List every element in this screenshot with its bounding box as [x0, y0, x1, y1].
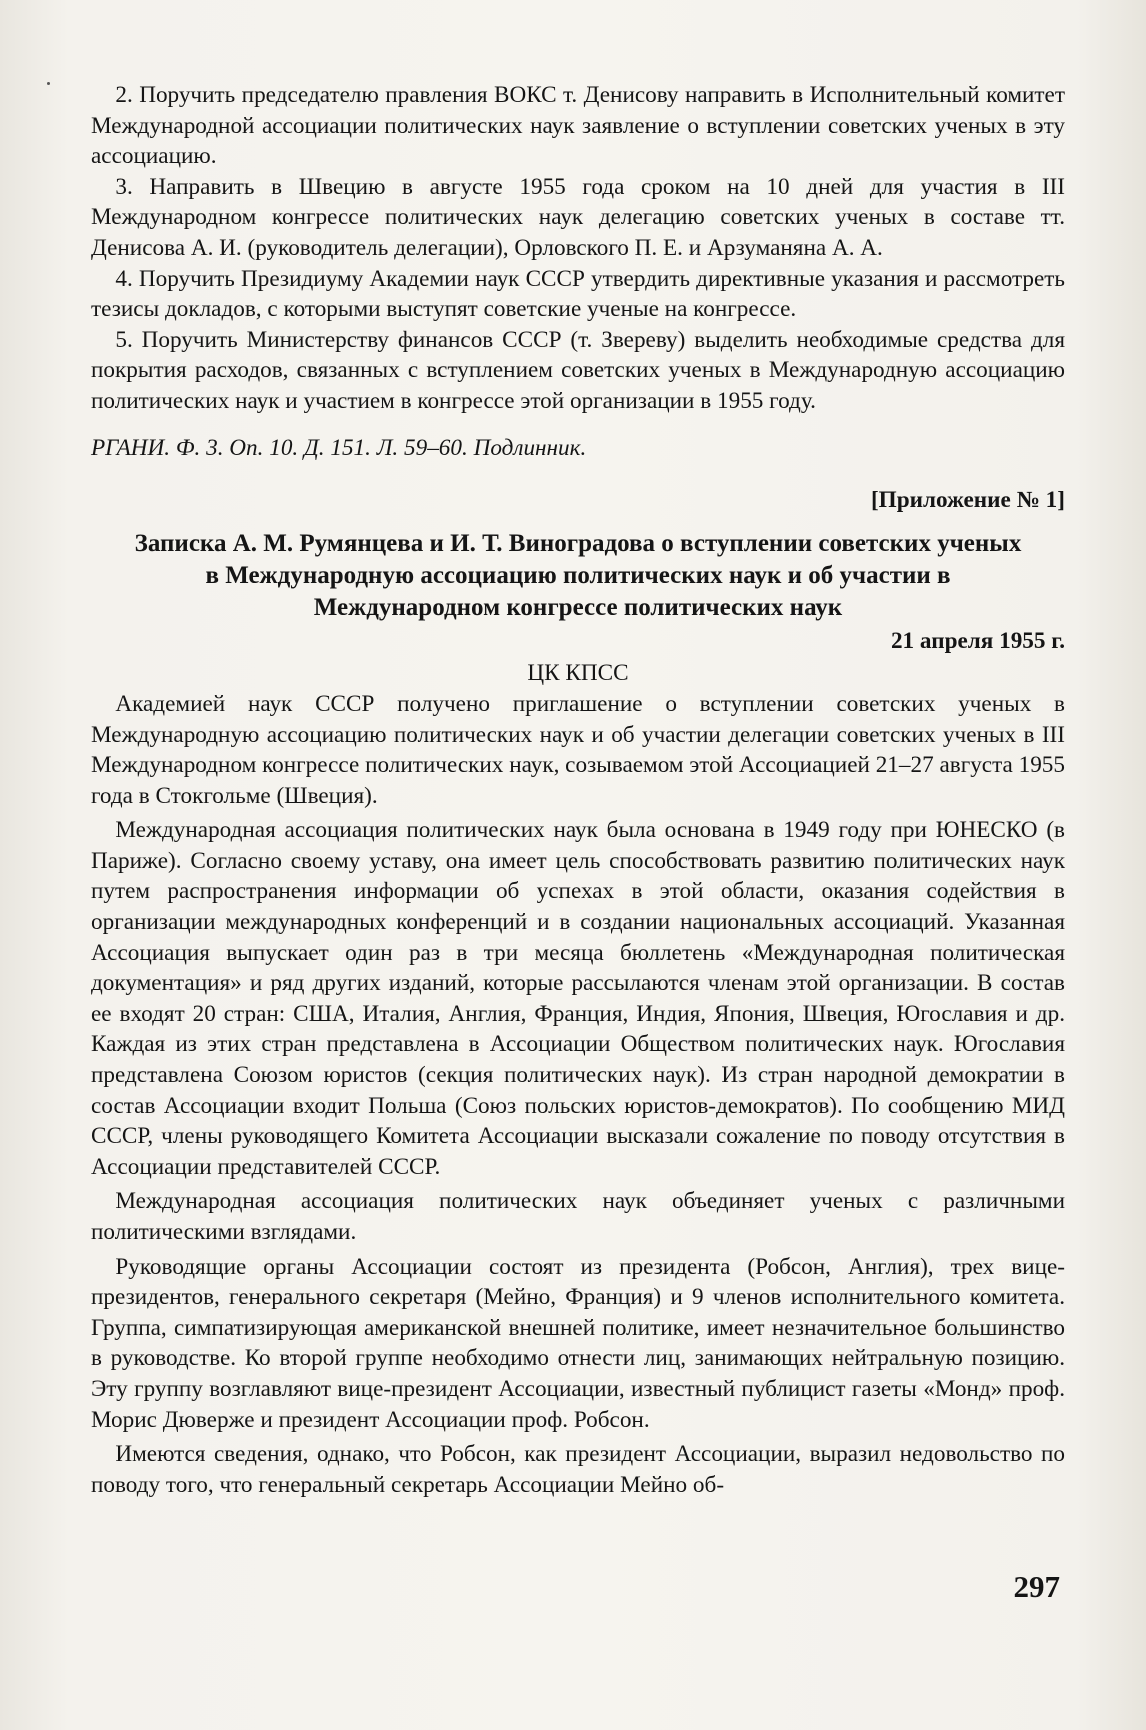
resolution-item: 2. Поручить председателю правления ВОКС т. Денисову направить в Исполнительный комитет Международной ассоциации политических наук заявление о вступлении советских ученых в эту ассоциацию.	[91, 82, 1065, 170]
archive-source: РГАНИ. Ф. 3. Оп. 10. Д. 151. Л. 59–60. Подлинник.	[91, 434, 587, 461]
body-paragraph: Международная ассоциация политических наук объединяет ученых с различными политическими взглядами.	[91, 1188, 1065, 1245]
page-number: 297	[1013, 1569, 1060, 1604]
document-title: Записка А. М. Румянцева и И. Т. Виноградова о вступлении советских ученых в Международную ассоциацию политических наук и об участии в Международном конгрессе политических наук	[134, 529, 1022, 621]
body-paragraph: Имеются сведения, однако, что Робсон, как президент Ассоциации, выразил недовольство по поводу того, что генеральный секретарь Ассоциации Мейно об-	[91, 1441, 1065, 1498]
body-paragraph: Академией наук СССР получено приглашение о вступлении советских ученых в Международную ассоциацию политических наук и об участии делегации советских ученых в III Международном конгрессе политических наук, созываемом этой Ассоциацией 21–27 августа 1955 года в Стокгольме (Швеция).	[91, 690, 1065, 809]
body-paragraph: Руководящие органы Ассоциации состоят из президента (Робсон, Англия), трех вице-президентов, генерального секретаря (Мейно, Франция) и 9 членов исполнительного комитета. Группа, симпатизирующая американской внешней политике, имеет незначительное большинство в руководстве. Ко второй группе необходимо отнести лиц, занимающих нейтральную позицию. Эту группу возглавляют вице-президент Ассоциации, известный публицист газеты «Монд» проф. Морис Дюверже и президент Ассоциации проф. Робсон.	[91, 1253, 1065, 1433]
addressee: ЦК КПСС	[527, 660, 629, 687]
appendix-label: [Приложение № 1]	[870, 487, 1065, 514]
page-content	[91, 80, 1065, 1500]
resolution-item: 3. Направить в Швецию в августе 1955 года сроком на 10 дней для участия в III Международном конгрессе политических наук делегацию советских ученых в составе тт. Денисова А. И. (руководитель делегации), Орловского П. Е. и Арзуманяна А. А.	[91, 173, 1065, 261]
resolution-item: 5. Поручить Министерству финансов СССР (т. Звереву) выделить необходимые средства для покрытия расходов, связанных с вступлением советских ученых в Международную ассоциацию политических наук и участием в конгрессе этой организации в 1955 году.	[91, 326, 1065, 414]
document-date: 21 апреля 1955 г.	[890, 627, 1065, 654]
body-paragraph: Международная ассоциация политических наук была основана в 1949 году при ЮНЕСКО (в Париже). Согласно своему уставу, она имеет цель способствовать развитию политических наук путем распространения информации об успехах в этой области, оказания содействия в организации международных конференций и в создании национальных ассоциаций. Указанная Ассоциация выпускает один раз в три месяца бюллетень «Международная политическая документация» и ряд других изданий, которые рассылаются членам этой организации. В состав ее входят 20 стран: США, Италия, Англия, Франция, Индия, Япония, Швеция, Югославия и др. Каждая из этих стран представлена в Ассоциации Обществом политических наук. Югославия представлена Союзом юристов (секция политических наук). Из стран народной демократии в состав Ассоциации входит Польша (Союз польских юристов-демократов). По сообщению МИД СССР, члены руководящего Комитета Ассоциации высказали сожаление по поводу отсутствия в Ассоциации представителей СССР.	[91, 817, 1065, 1180]
scan-speck	[47, 82, 50, 85]
resolution-item: 4. Поручить Президиуму Академии наук СССР утвердить директивные указания и рассмотреть тезисы докладов, с которыми выступят советские ученые на конгрессе.	[91, 265, 1065, 323]
